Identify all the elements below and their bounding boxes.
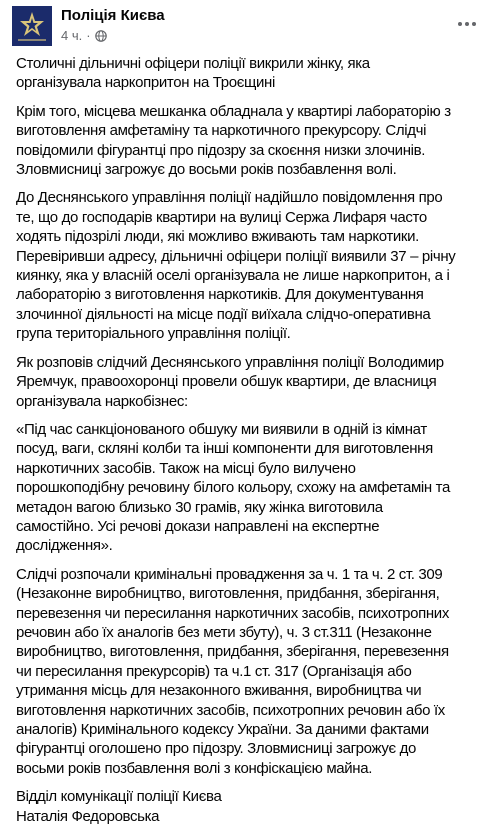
post-time[interactable]: 4 ч. <box>61 28 83 43</box>
post-paragraph: Крім того, місцева мешканка обладнала у квартирі лабораторію з виготовлення амфетаміну та наркотичного прекурсору. Слідчі повідомили фігурантці про підозру за скоєння низки злочинів. Зловмисниці загрожує до восьми років позбавлення волі. <box>16 102 451 179</box>
page-name[interactable]: Поліція Києва <box>61 7 165 24</box>
post-paragraph: До Деснянського управління поліції надійшло повідомлення про те, що до господарів квартири на вулиці Сержа Лифаря часто ходять підозрілі люди, які можливо вживають там наркотики. Перевіривши адресу, дільничні офіцери поліції виявили 37 – річну киянку, яка у власній оселі організувала не лише наркопритон, а і лабораторію з виготовлення наркотиків. Для документування злочинної діяльності на місце події виїхала слідчо-оперативна група територіального управління поліції. <box>16 189 456 343</box>
post-paragraph-quote: «Під час санкціонованого обшуку ми виявили в одній із кімнат посуд, ваги, скляні колби та інші компоненти для виготовлення наркотичних засобів. Також на місці було вилучено порошкоподібну речовину білого кольору, схожу на амфетамін та метадон вагою близько 30 грамів, яку жінка виготовила самостійно. Усі речові докази направлені на експертне дослідження». <box>16 420 451 555</box>
post-paragraph-headline: Столичні дільничні офіцери поліції викрили жінку, яка організувала наркопритон на Троєщині <box>16 55 370 92</box>
post-header <box>12 6 482 46</box>
post-meta <box>61 28 107 43</box>
meta-separator: · <box>86 28 91 43</box>
post-body <box>16 54 484 835</box>
post-paragraph: Як розповів слідчий Деснянського управління поліції Володимир Яремчук, правоохоронці провели обшук квартири, де власниця організувала наркобізнес: <box>16 353 444 410</box>
police-badge-icon <box>12 6 52 46</box>
post-signature: Відділ комунікації поліції Києва Наталія Федоровська <box>16 788 222 825</box>
globe-icon[interactable] <box>95 30 107 42</box>
page-avatar[interactable] <box>12 6 52 46</box>
post-paragraph: Слідчі розпочали кримінальні провадження за ч. 1 та ч. 2 ст. 309 (Незаконне виробництво, виготовлення, придбання, зберігання, перевезення чи пересилання наркотичних засобів, психотропних речовин або їх аналогів без мети збуту), ч. 3 ст.311 (Незаконне виробництво, виготовлення, придбання, зберігання, перевезення чи пересилання прекурсорів) та ч.1 ст. 317 (Організація або утримання місць для незаконного вживання, виробництва чи виготовлення наркотичних засобів, психотропних речовин або їх аналогів) Кримінального кодексу України. За даними фактами фігурантці оголошено про підозру. Зловмисниці загрожує до восьми років позбавлення волі з конфіскацією майна. <box>16 565 449 777</box>
more-options-icon[interactable] <box>454 14 480 34</box>
